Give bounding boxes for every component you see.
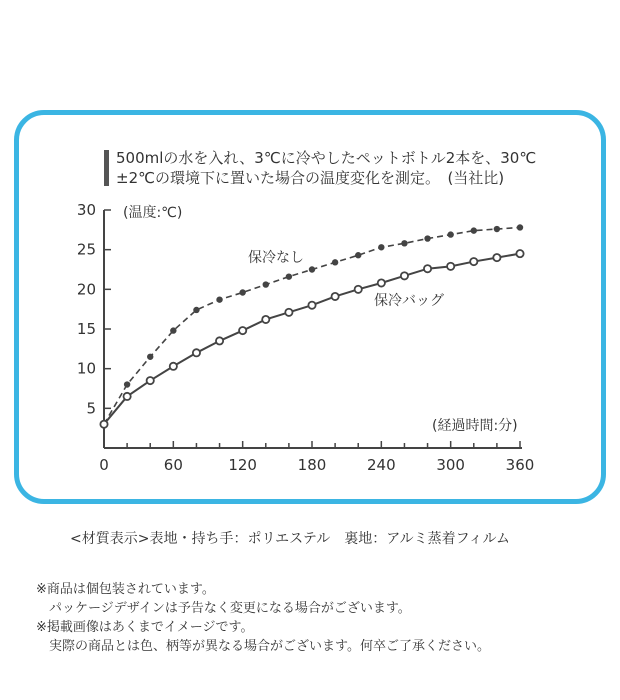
data-point xyxy=(262,316,269,323)
data-point xyxy=(401,240,407,246)
data-point xyxy=(516,250,523,257)
caption-line-1: 500mlの水を入れ、3℃に冷やしたペットボトル2本を、30℃ xyxy=(116,149,537,167)
y-tick-label: 10 xyxy=(76,359,96,378)
data-point xyxy=(309,266,315,272)
data-point xyxy=(378,244,384,250)
data-point xyxy=(239,289,245,295)
data-point xyxy=(263,281,269,287)
y-tick-label: 20 xyxy=(76,280,96,299)
series-line xyxy=(104,254,520,425)
note-line: 実際の商品とは色、柄等が異なる場合がございます。何卒ご了承ください。 xyxy=(36,639,490,654)
data-point xyxy=(332,293,339,300)
series-label: 保冷バッグ xyxy=(374,293,444,309)
x-tick-label: 120 xyxy=(228,456,257,474)
data-point xyxy=(470,258,477,265)
note-line: ※商品は個包装されています。 xyxy=(36,582,215,597)
series-label: 保冷なし xyxy=(248,250,304,266)
y-axis-label: (温度:℃) xyxy=(123,205,183,221)
y-tick-label: 30 xyxy=(76,201,96,219)
x-axis-label: (経過時間:分) xyxy=(432,418,518,434)
data-point xyxy=(424,235,430,241)
data-point xyxy=(147,354,153,360)
data-point xyxy=(239,327,246,334)
notes xyxy=(36,580,490,656)
data-point xyxy=(147,377,154,384)
y-tick-label: 15 xyxy=(76,320,96,338)
data-point xyxy=(100,421,107,428)
data-point xyxy=(378,279,385,286)
data-point xyxy=(447,263,454,270)
x-tick-label: 0 xyxy=(99,456,109,474)
y-tick-label: 5 xyxy=(86,399,96,418)
data-point xyxy=(286,273,292,279)
data-point xyxy=(424,265,431,272)
data-point xyxy=(193,349,200,356)
data-point xyxy=(285,309,292,316)
x-tick-label: 60 xyxy=(163,456,183,474)
data-point xyxy=(494,226,500,232)
data-point xyxy=(332,259,338,265)
data-point xyxy=(401,272,408,279)
data-point xyxy=(216,296,222,302)
data-point xyxy=(170,327,176,333)
x-tick-label: 300 xyxy=(436,456,465,474)
data-point xyxy=(170,363,177,370)
x-tick-label: 360 xyxy=(505,456,535,474)
data-point xyxy=(355,286,362,293)
y-tick-label: 25 xyxy=(76,240,96,259)
data-point xyxy=(193,307,199,313)
x-tick-label: 240 xyxy=(367,456,396,474)
material-info: <材質表示>表地・持ち手：ポリエステル 裏地：アルミ蒸着フィルム xyxy=(70,531,510,547)
note-line: パッケージデザインは予告なく変更になる場合がございます。 xyxy=(36,601,411,616)
data-point xyxy=(471,227,477,233)
data-point xyxy=(308,302,315,309)
data-point xyxy=(493,254,500,261)
data-point xyxy=(216,337,223,344)
data-point xyxy=(124,381,130,387)
data-point xyxy=(124,393,131,400)
series-line xyxy=(104,227,520,424)
note-line: ※掲載画像はあくまでイメージです。 xyxy=(36,620,254,635)
data-point xyxy=(355,252,361,258)
data-point xyxy=(447,231,453,237)
data-point xyxy=(517,224,523,230)
x-tick-label: 180 xyxy=(297,456,327,474)
caption-line-2: ±2℃の環境下に置いた場合の温度変化を測定。 (当社比) xyxy=(116,169,505,187)
